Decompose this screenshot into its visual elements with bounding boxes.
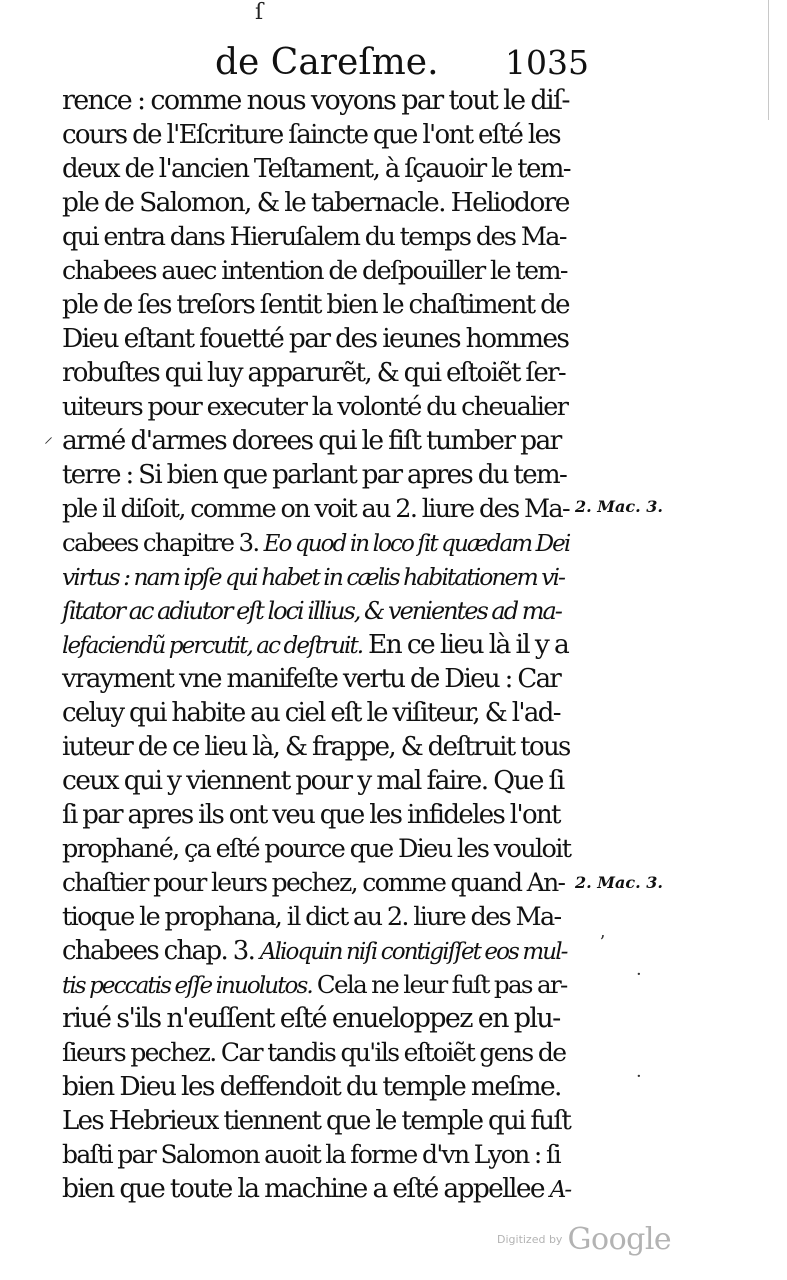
watermark-brand-logo: Google	[567, 1222, 672, 1257]
ink-mark: ·	[636, 1066, 642, 1087]
text-line	[62, 458, 570, 492]
text-line	[62, 390, 570, 424]
text-line-content: cabees chapitre 3.	[62, 528, 259, 557]
text-line	[62, 322, 570, 356]
margin-note-citation: 2. Mac. 3.	[575, 873, 663, 892]
text-line-content: chaſtier pour leurs pechez, comme quand An-	[62, 868, 565, 897]
text-line-content: virtus : nam ipſe qui habet in cælis habitationem vi-	[62, 563, 564, 591]
text-line-content: rence : comme nous voyons par tout le diſ-	[62, 85, 569, 116]
page-number: 1035	[505, 43, 589, 82]
text-line-content: terre : Si bien que parlant par apres du tem-	[62, 460, 567, 490]
text-line	[62, 84, 570, 118]
latin-quotation: Alioquin niſi contigiſſet eos mul-	[259, 939, 567, 965]
text-line-continuation: Cela ne leur fuſt pas ar-	[311, 970, 567, 999]
text-line-content: iuteur de ce lieu là, & frappe, & deſtruit tous	[62, 732, 570, 762]
text-line	[62, 424, 570, 458]
text-line-content: ple il diſoit, comme on voit au 2. liure des Ma-	[62, 494, 569, 524]
watermark-prefix: Digitized by	[497, 1233, 563, 1246]
text-line-content: ſieurs pechez. Car tandis qu'ils eſtoiẽt gens de	[62, 1038, 566, 1067]
text-line	[62, 866, 570, 900]
text-line	[62, 492, 570, 526]
ink-mark: ⸍	[44, 434, 53, 455]
text-line	[62, 1138, 570, 1172]
text-line-content: chabees chap. 3.	[62, 936, 255, 966]
text-line	[62, 152, 570, 186]
ink-mark: ʼ	[599, 932, 605, 953]
text-line	[62, 220, 570, 254]
text-line-content: ple de ſes treſors ſentit bien le chaſtiment de	[62, 290, 569, 320]
text-line-content: bien Dieu les deffendoit du temple meſme.	[62, 1071, 561, 1102]
text-line-content: ſi par apres ils ont veu que les infideles l'ont	[62, 800, 560, 830]
text-line-content: armé d'armes dorees qui le fiſt tumber par	[62, 425, 561, 456]
text-line-content: tioque le prophana, il dict au 2. liure des Ma-	[62, 902, 561, 932]
body-text	[62, 84, 570, 1206]
text-line	[62, 968, 570, 1002]
margin-note-citation: 2. Mac. 3.	[575, 497, 663, 516]
text-line-content: celuy qui habite au ciel eſt le viſiteur, & l'ad-	[62, 698, 560, 728]
text-line	[62, 798, 570, 832]
page-edge-line	[768, 0, 769, 120]
text-line	[62, 764, 570, 798]
text-line-content: qui entra dans Hieruſalem du temps des Ma-	[62, 222, 566, 252]
text-line	[62, 1036, 570, 1070]
text-line	[62, 526, 570, 560]
latin-quotation: A-	[549, 1177, 571, 1203]
text-line	[62, 254, 570, 288]
text-line	[62, 628, 570, 662]
latin-quotation: Eo quod in loco ſit quædam Dei	[263, 531, 570, 557]
running-head	[215, 40, 589, 86]
text-line	[62, 832, 570, 866]
text-line	[62, 1070, 570, 1104]
text-line-content: riué s'ils n'euſſent eſté enueloppez en plu-	[62, 1003, 560, 1034]
text-line	[62, 1002, 570, 1036]
text-line-continuation: En ce lieu là il y a	[362, 629, 569, 660]
text-line-content: baſti par Salomon auoit la forme d'vn Lyon : ſi	[62, 1140, 560, 1169]
text-line	[62, 594, 570, 628]
text-line	[62, 934, 570, 968]
text-line-content: ſitator ac adiutor eſt loci illius, & venientes ad ma-	[62, 597, 561, 625]
text-line	[62, 118, 570, 152]
text-line	[62, 1172, 570, 1206]
text-line	[62, 730, 570, 764]
text-line-content: chabees auec intention de deſpouiller le tem-	[62, 256, 567, 286]
text-line-content: Les Hebrieux tiennent que le temple qui fuſt	[62, 1106, 571, 1136]
running-title: de Careſme.	[215, 42, 439, 83]
text-line-content: ceux qui y viennent pour y mal faire. Que ſi	[62, 765, 564, 796]
text-line	[62, 186, 570, 220]
text-line-content: prophané, ça eſté pource que Dieu les vouloit	[62, 834, 571, 864]
header-ornament-mark: ſ	[255, 0, 264, 25]
text-line-content: Dieu eſtant fouetté par des ieunes hommes	[62, 323, 569, 354]
text-line	[62, 356, 570, 390]
text-line-content: uiteurs pour executer la volonté du cheualier	[62, 392, 568, 422]
text-line-content: vrayment vne manifeſte vertu de Dieu : Car	[62, 664, 561, 694]
text-line-content: deux de l'ancien Teſtament, à ſçauoir le tem-	[62, 154, 570, 184]
text-line	[62, 900, 570, 934]
text-line	[62, 696, 570, 730]
text-line-content: ple de Salomon, & le tabernacle. Heliodore	[62, 187, 569, 218]
text-line	[62, 662, 570, 696]
text-line-content: cours de l'Eſcriture ſaincte que l'ont eſté les	[62, 120, 561, 150]
text-line-content: lefaciendũ percutit, ac deſtruit.	[62, 633, 363, 659]
text-line	[62, 1104, 570, 1138]
text-line-content: tis peccatis eſſe inuolutos.	[62, 973, 312, 999]
text-line	[62, 288, 570, 322]
text-line	[62, 560, 570, 594]
text-line-content: bien que toute la machine a eſté appellee	[62, 1173, 544, 1204]
digitized-watermark	[497, 1222, 671, 1256]
text-line-content: robuſtes qui luy apparurẽt, & qui eſtoiẽt ſer-	[62, 358, 566, 388]
ink-mark: ·	[636, 964, 642, 985]
